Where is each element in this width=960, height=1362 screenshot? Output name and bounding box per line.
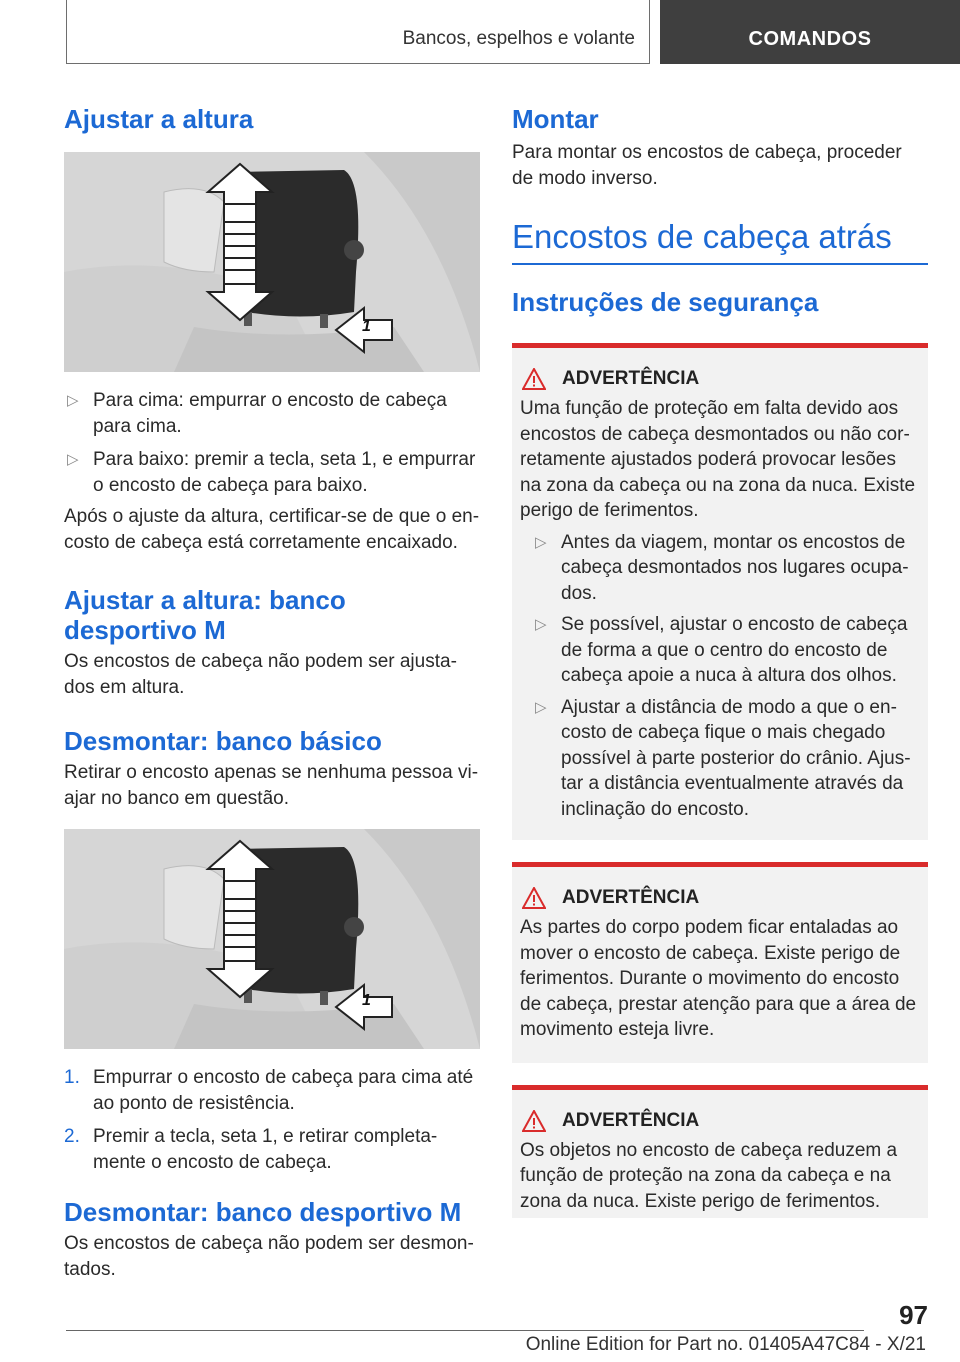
header-chapter-tab xyxy=(660,0,960,64)
warning-title: ADVERTÊNCIA xyxy=(520,887,920,909)
list-item: ▷ Para cima: empurrar o encosto de cabeça para cima. xyxy=(67,390,447,437)
remove-steps-list xyxy=(64,1065,480,1175)
paragraph-sport-seat: Os encostos de cabeça não podem ser ajustados em altura. xyxy=(64,651,457,698)
list-item: ▷ Para baixo: premir a tecla, seta 1, e empurrar o encosto de cabeça para baixo. xyxy=(67,449,476,496)
list-item: ▷ Se possível, ajustar o encosto de cabeça de forma a que o centro do encosto de cabeça apoie a nuca à altura dos olhos. xyxy=(535,614,908,686)
heading-safety-instructions: Instruções de segurança xyxy=(512,287,819,317)
header-chapter-title: COMANDOS xyxy=(748,28,872,50)
warning-triangle-icon xyxy=(522,368,546,390)
paragraph-mount: Para montar os encostos de cabeça, proceder de modo inverso. xyxy=(512,142,902,189)
list-item: 2. Premir a tecla, seta 1, e retirar completamente o encosto de cabeça. xyxy=(64,1126,438,1173)
footer-edition: Online Edition for Part no. 01405A47C84 - X/21 xyxy=(525,1334,926,1355)
heading-adjust-height: Ajustar a altura xyxy=(64,104,254,134)
header-section-box xyxy=(66,0,650,64)
warning-triangle-icon xyxy=(522,887,546,909)
warnings-container xyxy=(512,343,928,1218)
left-column xyxy=(64,100,480,1282)
list-item: 1. Empurrar o encosto de cabeça para cima até ao ponto de resistência. xyxy=(64,1067,474,1114)
headrest-illustration-2 xyxy=(64,829,480,1049)
triangle-bullet-icon: ▷ xyxy=(67,451,79,468)
heading-remove-sport-seat: Desmontar: banco desportivo M xyxy=(64,1197,462,1227)
headrest-illustration-1 xyxy=(64,152,480,372)
footer-divider xyxy=(66,1330,864,1331)
triangle-bullet-icon: ▷ xyxy=(535,533,547,551)
triangle-bullet-icon: ▷ xyxy=(535,616,547,633)
adjust-bullet-list xyxy=(64,388,480,498)
warning-box xyxy=(512,343,928,840)
warning-text: Uma função de proteção em falta devido aos encostos de cabeça desmontados ou não corretamente ajustados poderá provocar lesões na zona da cabeça ou na zona da nuca. Existe perigo de ferimentos. xyxy=(520,398,916,521)
figure1-callout: 1 xyxy=(362,318,371,335)
figure2-callout: 1 xyxy=(362,992,371,1009)
figure-headrest-remove xyxy=(64,829,480,1049)
paragraph-after-adjust: Após o ajuste da altura, certificar-se de que o encosto de cabeça está corretamente encaixado. xyxy=(64,506,480,553)
warning-text: As partes do corpo podem ficar entaladas ao mover o encosto de cabeça. Existe perigo de ferimentos. Durante o movimento do encosto de cabeça, prestar atenção para que a área de movimento esteja livre. xyxy=(520,917,917,1040)
list-item: ▷ Ajustar a distância de modo a que o encosto de cabeça fique o mais chegado possível à parte posterior do crânio. Ajustar a distância eventualmente através da inclinação do encosto. xyxy=(535,696,911,820)
triangle-bullet-icon: ▷ xyxy=(67,392,79,409)
warning-triangle-icon xyxy=(522,1110,546,1132)
step-number: 1. xyxy=(64,1067,80,1088)
warning-title: ADVERTÊNCIA xyxy=(520,1110,920,1132)
right-column xyxy=(512,100,928,1240)
warning-bullet-list xyxy=(520,530,920,823)
paragraph-remove-sport-seat: Os encostos de cabeça não podem ser desmontados. xyxy=(64,1233,474,1280)
warning-title: ADVERTÊNCIA xyxy=(520,368,920,390)
figure-headrest-adjust xyxy=(64,152,480,372)
triangle-bullet-icon: ▷ xyxy=(535,698,547,716)
warning-box xyxy=(512,1085,928,1219)
paragraph-remove-basic-seat: Retirar o encosto apenas se nenhuma pessoa viajar no banco em questão. xyxy=(64,762,479,809)
list-item: ▷ Antes da viagem, montar os encostos de cabeça desmontados nos lugares ocupados. xyxy=(535,531,909,604)
heading-remove-basic-seat: Desmontar: banco básico xyxy=(64,726,382,756)
page-number: 97 xyxy=(899,1300,928,1330)
heading-adjust-sport-seat: Ajustar a altura: banco desportivo M xyxy=(64,585,346,645)
warning-text: Os objetos no encosto de cabeça reduzem a função de proteção na zona da cabeça e na zona da nuca. Existe perigo de ferimentos. xyxy=(520,1139,898,1212)
heading-rear-headrests: Encostos de cabeça atrás xyxy=(512,217,928,265)
step-number: 2. xyxy=(64,1126,80,1147)
warning-box xyxy=(512,862,928,1063)
header-section-title: Bancos, espelhos e volante xyxy=(402,28,635,49)
heading-mount: Montar xyxy=(512,104,599,134)
